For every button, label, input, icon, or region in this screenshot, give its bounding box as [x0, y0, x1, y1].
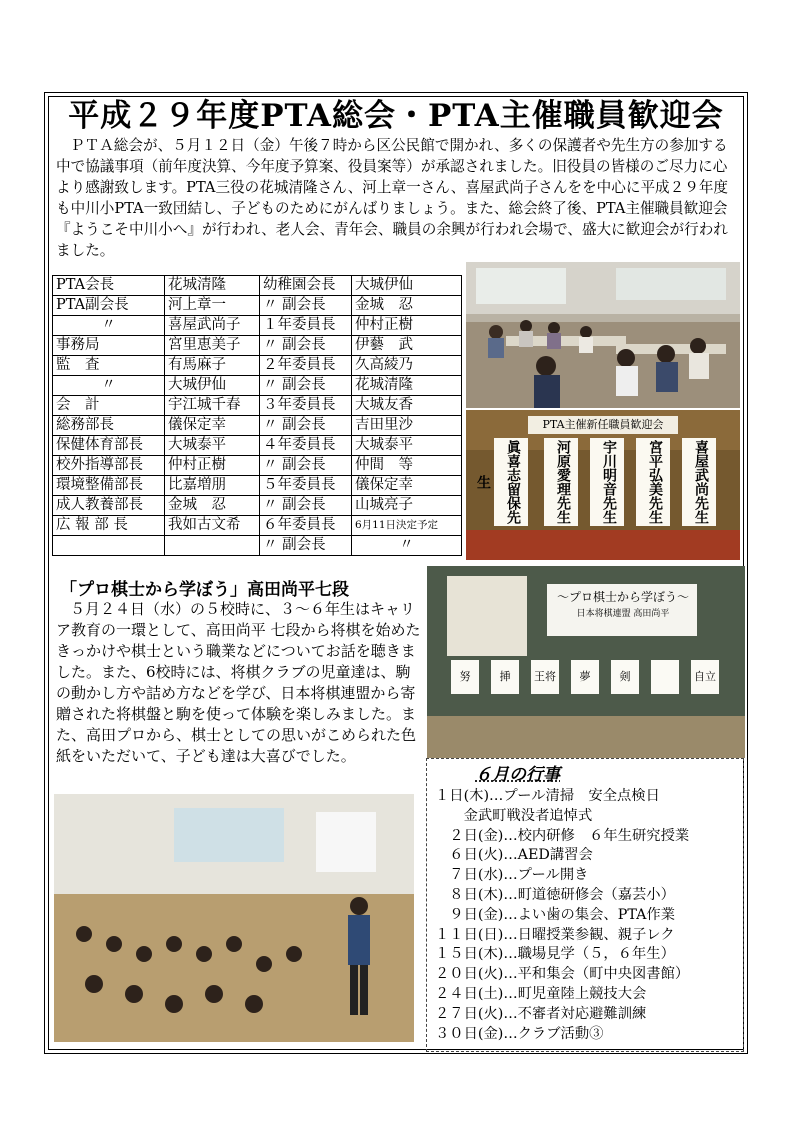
officer-cell: 我如古文希 — [165, 516, 260, 536]
officer-cell: 〃 副会長 — [260, 376, 352, 396]
officer-cell: PTA副会長 — [53, 296, 165, 316]
officer-cell: ２年委員長 — [260, 356, 352, 376]
shogi-card — [651, 660, 679, 694]
officer-cell: 校外指導部長 — [53, 456, 165, 476]
officer-row — [53, 296, 462, 316]
officer-row — [53, 436, 462, 456]
officer-cell: 〃 — [53, 316, 165, 336]
officer-cell: 〃 副会長 — [260, 416, 352, 436]
officer-cell: 幼稚園会長 — [260, 276, 352, 296]
banner-title: PTA主催新任職員歓迎会 — [542, 418, 664, 431]
event-item: ２０日(火)…平和集会（町中央図書館） — [435, 966, 690, 983]
officer-cell: 金城 忍 — [165, 496, 260, 516]
event-item: １日(木)…プール清掃 安全点検日 — [435, 788, 660, 804]
page-title: 平成２９年度PTA総会・PTA主催職員歓迎会 — [68, 98, 724, 134]
officer-row — [53, 456, 462, 476]
officer-cell: 仲間 等 — [352, 456, 462, 476]
officer-row — [53, 536, 462, 556]
officer-cell: 〃 副会長 — [260, 496, 352, 516]
shogi-card: 剣 — [611, 660, 639, 694]
shogi-card: 王将 — [531, 660, 559, 694]
officer-row — [53, 276, 462, 296]
shogi-card: 努 — [451, 660, 479, 694]
shogi-card: 自立 — [691, 660, 719, 694]
shogi-board-title: ～プロ棋士から学ぼう～ — [556, 590, 689, 604]
event-item: １１日(日)…日曜授業参観、親子レク — [435, 926, 675, 943]
shogi-board-sub: 日本将棋連盟 高田尚平 — [576, 609, 670, 619]
officer-cell: 久高綾乃 — [352, 356, 462, 376]
event-item: ６日(火)…AED講習会 — [435, 847, 593, 864]
officer-cell: 仲村正樹 — [165, 456, 260, 476]
shogi-paragraph: ５月２４日（水）の５校時に、３～６年生はキャリア教育の一環として、高田尚平 七段から将棋を始めたきっかけや棋士という職業などについてお話を聴きました。また、6校時には、将棋クラブの児童達は、駒の動かし方や詰め方などを学び、日本将棋連盟から寄贈された将棋盤と駒を使って体験を楽しみました。また、高田プロから、棋士としての思いがこめられた色紙をいただいて、子ども達は大喜びでした。 — [56, 600, 421, 765]
officer-cell: 花城清隆 — [165, 276, 260, 296]
officer-cell: 河上章一 — [165, 296, 260, 316]
classroom-illustration — [54, 794, 414, 1042]
officer-cell: 環境整備部長 — [53, 476, 165, 496]
officer-cell: 吉田里沙 — [352, 416, 462, 436]
officer-cell — [53, 536, 165, 556]
photo-welcome-party — [466, 410, 740, 560]
event-item: ２７日(火)…不審者対応避難訓練 — [435, 1005, 647, 1022]
officer-cell: 大城友香 — [352, 396, 462, 416]
events-title: ６月の行事 — [475, 765, 560, 785]
officers-table — [52, 275, 462, 556]
shogi-section-title: 「プロ棋士から学ぼう」高田尚平七段 — [60, 580, 349, 600]
officer-cell: 儀保定幸 — [165, 416, 260, 436]
event-item: ７日(水)…プール開き — [435, 867, 589, 884]
officer-cell: 事務局 — [53, 336, 165, 356]
officer-cell: 有馬麻子 — [165, 356, 260, 376]
officer-cell: 宇江城千春 — [165, 396, 260, 416]
event-item: ８日(木)…町道徳研修会（嘉芸小） — [435, 886, 675, 903]
officer-cell: ６年委員長 — [260, 516, 352, 536]
officer-cell: 〃 副会長 — [260, 296, 352, 316]
officer-cell: 会 計 — [53, 396, 165, 416]
officer-row — [53, 496, 462, 516]
officer-cell: 〃 副会長 — [260, 536, 352, 556]
officer-cell: ５年委員長 — [260, 476, 352, 496]
officer-cell: 金城 忍 — [352, 296, 462, 316]
officer-cell: 大城伊仙 — [352, 276, 462, 296]
officer-cell: 〃 — [53, 376, 165, 396]
officer-cell — [165, 536, 260, 556]
officer-cell: １年委員長 — [260, 316, 352, 336]
officer-cell: 成人教養部長 — [53, 496, 165, 516]
event-item: １５日(木)…職場見学（５，６年生） — [435, 946, 675, 963]
officer-cell: ４年委員長 — [260, 436, 352, 456]
banner-name: 宇川明音先生 — [590, 438, 624, 526]
june-events-box — [426, 758, 744, 1052]
shogi-section-body — [56, 599, 424, 767]
officer-cell: 伊藝 武 — [352, 336, 462, 356]
officer-cell: PTA会長 — [53, 276, 165, 296]
shogi-card: 夢 — [571, 660, 599, 694]
officer-cell: 6月11日決定予定 — [352, 516, 462, 536]
officer-cell: ３年委員長 — [260, 396, 352, 416]
intro-text — [56, 135, 740, 261]
officer-cell: 比嘉増朋 — [165, 476, 260, 496]
officer-cell: 大城泰平 — [165, 436, 260, 456]
officer-row — [53, 396, 462, 416]
officer-row — [53, 316, 462, 336]
officer-cell: 大城伊仙 — [165, 376, 260, 396]
officer-cell: 広 報 部 長 — [53, 516, 165, 536]
officer-row — [53, 356, 462, 376]
officer-cell: 喜屋武尚子 — [165, 316, 260, 336]
shogi-cards — [451, 660, 741, 700]
event-item: ２４日(土)…町児童陸上競技大会 — [435, 985, 647, 1002]
meeting-illustration — [466, 262, 740, 408]
banner-name: 宮平弘美先生 — [636, 438, 670, 526]
banner-name: 喜屋武尚先生 — [682, 438, 716, 526]
officer-cell: 〃 — [352, 536, 462, 556]
officer-cell: 花城清隆 — [352, 376, 462, 396]
officer-cell: 仲村正樹 — [352, 316, 462, 336]
event-item: ９日(金)…よい歯の集会、PTA作業 — [435, 906, 676, 923]
officer-cell: 監 査 — [53, 356, 165, 376]
officer-row — [53, 516, 462, 536]
officer-row — [53, 416, 462, 436]
event-item: ２日(金)…校内研修 ６年生研究授業 — [435, 827, 690, 844]
officer-cell: 〃 副会長 — [260, 336, 352, 356]
officer-row — [53, 376, 462, 396]
events-list — [435, 787, 743, 1044]
photo-pta-meeting — [466, 262, 740, 408]
officer-row — [53, 336, 462, 356]
officer-cell: 総務部長 — [53, 416, 165, 436]
event-item: 金武町戦没者追悼式 — [435, 807, 593, 824]
officer-row — [53, 476, 462, 496]
officer-cell: 〃 副会長 — [260, 456, 352, 476]
officer-cell: 山城亮子 — [352, 496, 462, 516]
officer-cell: 保健体育部長 — [53, 436, 165, 456]
shogi-card: 挿 — [491, 660, 519, 694]
intro-paragraph: ＰＴＡ総会が、５月１２日（金）午後７時から区公民館で開かれ、多くの保護者や先生方の参加する中で協議事項（前年度決算、今年度予算案、役員案等）が承認されました。旧役員の皆様のご尽力に心より感謝致します。PTA三役の花城清隆さん、河上章一さん、喜屋武尚子さんをを中心に平成２９年度も中川小PTA一致団結し、子どものためにがんばりましょう。また、総会終了後、PTA主催職員歓迎会『ようこそ中川小へ』が行われ、老人会、青年会、職員の余興が行われ会場で、盛大に歓迎会が行われました。 — [56, 137, 729, 259]
officer-cell: 宮里恵美子 — [165, 336, 260, 356]
banner-name: 河原愛理先生 — [544, 438, 578, 526]
officer-cell: 儀保定幸 — [352, 476, 462, 496]
photo-classroom-talk — [54, 794, 414, 1042]
banner-names — [466, 438, 740, 528]
banner-name: 眞喜志留保先生 — [494, 438, 528, 526]
event-item: ３０日(金)…クラブ活動③ — [435, 1025, 604, 1042]
officer-cell: 大城泰平 — [352, 436, 462, 456]
photo-shogi-children — [427, 566, 745, 758]
